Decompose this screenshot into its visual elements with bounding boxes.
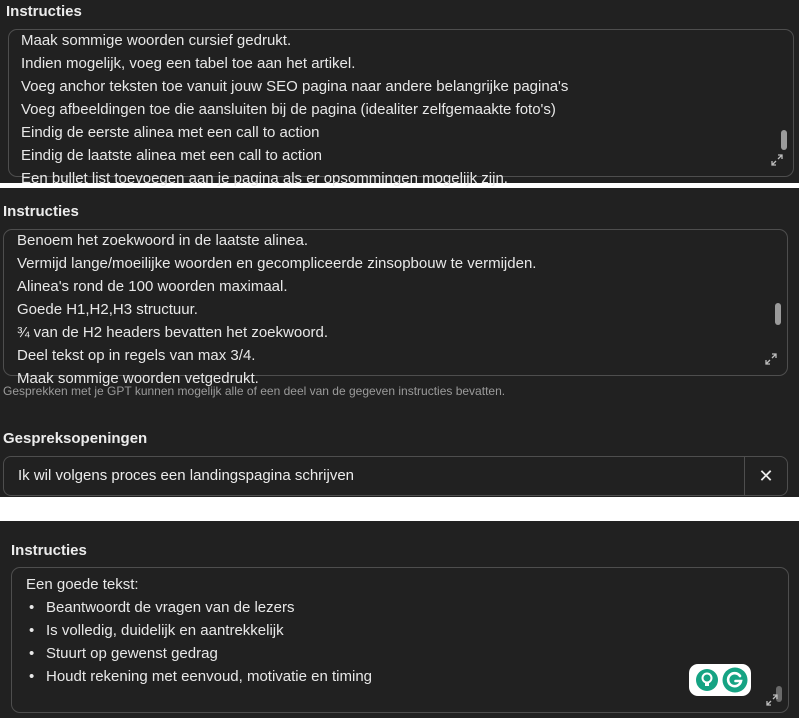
bullet-text: Is volledig, duidelijk en aantrekkelijk xyxy=(46,622,284,639)
conversation-starters-title: Gespreksopeningen xyxy=(3,430,148,447)
instruction-line: Maak sommige woorden cursief gedrukt. xyxy=(21,32,292,49)
bullet-mark: • xyxy=(29,599,35,616)
bullet-mark: • xyxy=(29,645,35,662)
scrollbar[interactable] xyxy=(781,130,787,150)
instruction-line: Voeg afbeeldingen toe die aansluiten bij de pagina (idealiter zelfgemaakte foto's) xyxy=(21,101,556,118)
bullet-text: Houdt rekening met eenvoud, motivatie en timing xyxy=(46,668,373,685)
instruction-line: Een goede tekst: xyxy=(26,576,139,593)
instruction-line: Eindig de laatste alinea met een call to action xyxy=(21,147,323,164)
panel-title: Instructies xyxy=(6,3,82,20)
instruction-line: Voeg anchor teksten toe vanuit jouw SEO pagina naar andere belangrijke pagina's xyxy=(21,78,569,95)
close-icon[interactable]: ✕ xyxy=(744,457,787,495)
conversation-starter-field[interactable] xyxy=(3,456,788,496)
instruction-line: ¾ van de H2 headers bevatten het zoekwoord. xyxy=(17,324,329,341)
resize-handle-icon[interactable] xyxy=(766,694,778,706)
instructions-panel-2 xyxy=(0,188,799,497)
instruction-line: Een bullet list toevoegen aan je pagina als er opsommingen mogelijk zijn. xyxy=(21,170,508,187)
conversation-starter-input[interactable]: Ik wil volgens proces een landingspagina schrijven xyxy=(18,467,355,484)
instructions-panel-1 xyxy=(0,0,799,187)
bullet-text: Beantwoordt de vragen van de lezers xyxy=(46,599,295,616)
instructions-textarea[interactable] xyxy=(8,29,794,187)
instruction-line: Deel tekst op in regels van max 3/4. xyxy=(17,347,256,364)
instruction-line: Alinea's rond de 100 woorden maximaal. xyxy=(17,278,288,295)
bullet-text: Stuurt op gewenst gedrag xyxy=(46,645,218,662)
bullet-mark: • xyxy=(29,622,35,639)
bullet-item xyxy=(26,596,748,619)
instruction-line: Goede H1,H2,H3 structuur. xyxy=(17,301,198,318)
instruction-line: Benoem het zoekwoord in de laatste alinea. xyxy=(17,232,309,249)
lightbulb-icon[interactable] xyxy=(695,668,719,692)
panel-title: Instructies xyxy=(11,542,87,559)
panel-title: Instructies xyxy=(3,203,79,220)
instructions-textarea[interactable] xyxy=(3,229,788,387)
writing-extension-widget[interactable] xyxy=(689,664,751,696)
helper-text: Gesprekken met je GPT kunnen mogelijk alle of een deel van de gegeven instructies bevatten. xyxy=(3,384,506,398)
instruction-line: Vermijd lange/moeilijke woorden en gecompliceerde zinsopbouw te vermijden. xyxy=(17,255,537,272)
scrollbar[interactable] xyxy=(775,303,781,325)
resize-handle-icon[interactable] xyxy=(771,154,783,166)
instruction-line: Indien mogelijk, voeg een tabel toe aan het artikel. xyxy=(21,55,356,72)
instructions-textarea[interactable] xyxy=(11,567,789,713)
resize-handle-icon[interactable] xyxy=(765,353,777,365)
bullet-mark: • xyxy=(29,668,35,685)
bullet-item xyxy=(26,619,748,642)
instructions-panel-3 xyxy=(0,521,799,718)
instruction-line: Eindig de eerste alinea met een call to action xyxy=(21,124,320,141)
instruction-line: Maak sommige woorden vetgedrukt. xyxy=(17,370,259,387)
bullet-item xyxy=(26,642,748,665)
bullet-item xyxy=(26,665,748,688)
grammarly-icon[interactable] xyxy=(722,667,748,693)
